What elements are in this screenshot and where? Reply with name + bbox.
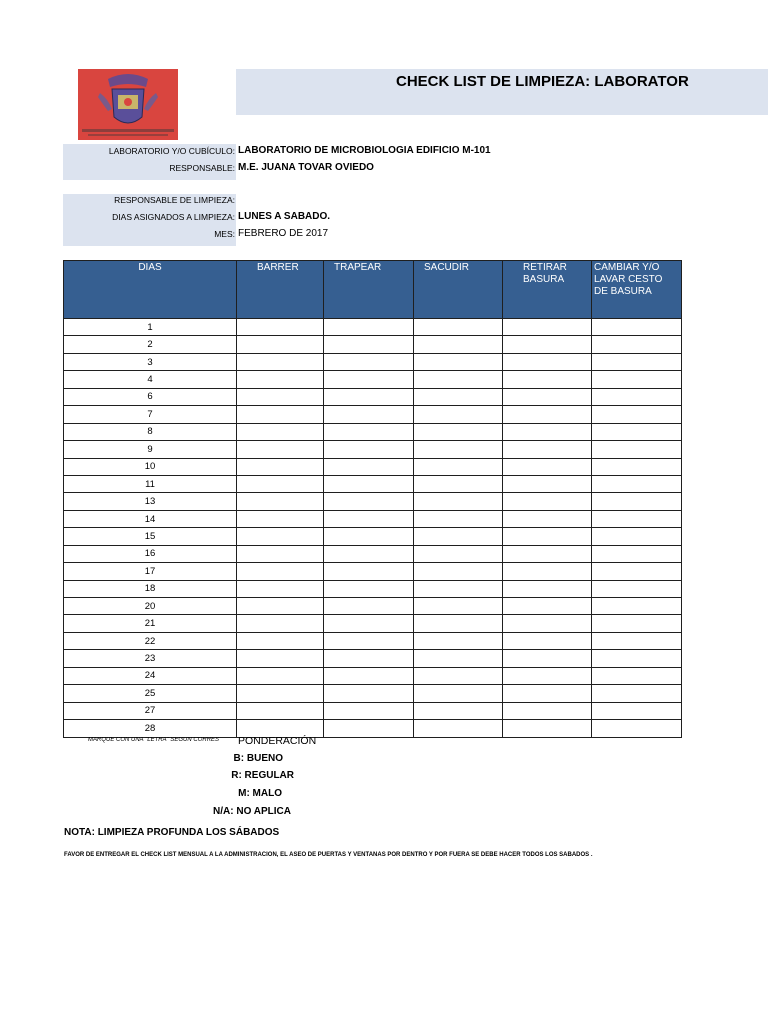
check-cell-cambiar-cesto[interactable]: [592, 615, 682, 632]
table-row: [64, 563, 682, 580]
check-cell-trapear[interactable]: [324, 493, 414, 510]
check-cell-retirar-basura[interactable]: [503, 406, 592, 423]
check-cell-retirar-basura[interactable]: [503, 319, 592, 336]
check-cell-trapear[interactable]: [324, 336, 414, 353]
check-cell-cambiar-cesto[interactable]: [592, 685, 682, 702]
check-cell-barrer[interactable]: [237, 371, 324, 388]
check-cell-trapear[interactable]: [324, 423, 414, 440]
col-header-trapear: TRAPEAR: [324, 261, 414, 319]
check-cell-trapear[interactable]: [324, 388, 414, 405]
table-row: [64, 510, 682, 527]
legend-instruction: MARQUE CON UNA "LETRA" SEGÚN CORRES: [88, 737, 220, 743]
check-cell-sacudir[interactable]: [414, 667, 503, 684]
table-row: [64, 702, 682, 719]
day-number-cell: 27: [64, 702, 237, 719]
col-header-cambiar-cesto: CAMBIAR Y/O LAVAR CESTO DE BASURA: [592, 261, 682, 319]
check-cell-trapear[interactable]: [324, 685, 414, 702]
check-cell-trapear[interactable]: [324, 371, 414, 388]
check-cell-sacudir[interactable]: [414, 650, 503, 667]
col-header-dias: DIAS: [64, 261, 237, 319]
check-cell-retirar-basura[interactable]: [503, 510, 592, 527]
mes-value: FEBRERO DE 2017: [238, 228, 329, 239]
check-cell-sacudir[interactable]: [414, 475, 503, 492]
check-cell-cambiar-cesto[interactable]: [592, 528, 682, 545]
check-cell-trapear[interactable]: [324, 353, 414, 370]
table-row: [64, 650, 682, 667]
check-cell-cambiar-cesto[interactable]: [592, 458, 682, 475]
check-cell-retirar-basura[interactable]: [503, 545, 592, 562]
check-cell-barrer[interactable]: [237, 545, 324, 562]
table-row: [64, 441, 682, 458]
check-cell-retirar-basura[interactable]: [503, 580, 592, 597]
check-cell-trapear[interactable]: [324, 441, 414, 458]
check-cell-trapear[interactable]: [324, 702, 414, 719]
check-cell-cambiar-cesto[interactable]: [592, 441, 682, 458]
table-row: [64, 615, 682, 632]
check-cell-sacudir[interactable]: [414, 493, 503, 510]
table-row: [64, 353, 682, 370]
table-row: [64, 336, 682, 353]
table-row: [64, 493, 682, 510]
table-row: [64, 545, 682, 562]
check-cell-trapear[interactable]: [324, 650, 414, 667]
check-cell-trapear[interactable]: [324, 667, 414, 684]
favor-entregar-note: FAVOR DE ENTREGAR EL CHECK LIST MENSUAL A LA ADMINISTRACION, EL ASEO DE PUERTAS Y VENTANAS POR DENTRO Y POR FUERA SE DEBE HACER TODOS LOS SABADOS .: [64, 852, 593, 858]
check-cell-barrer[interactable]: [237, 702, 324, 719]
check-cell-barrer[interactable]: [237, 510, 324, 527]
check-cell-retirar-basura[interactable]: [503, 598, 592, 615]
nota-limpieza: NOTA: LIMPIEZA PROFUNDA LOS SÁBADOS: [64, 827, 280, 838]
table-row: [64, 371, 682, 388]
check-cell-trapear[interactable]: [324, 580, 414, 597]
check-cell-barrer[interactable]: [237, 685, 324, 702]
legend-malo: M: MALO: [238, 788, 282, 799]
check-cell-barrer[interactable]: [237, 615, 324, 632]
day-number-cell: 7: [64, 406, 237, 423]
check-cell-sacudir[interactable]: [414, 423, 503, 440]
check-cell-barrer[interactable]: [237, 336, 324, 353]
check-cell-sacudir[interactable]: [414, 563, 503, 580]
check-cell-cambiar-cesto[interactable]: [592, 598, 682, 615]
check-cell-retirar-basura[interactable]: [503, 371, 592, 388]
check-cell-retirar-basura[interactable]: [503, 563, 592, 580]
check-cell-retirar-basura[interactable]: [503, 528, 592, 545]
check-cell-sacudir[interactable]: [414, 615, 503, 632]
check-cell-cambiar-cesto[interactable]: [592, 353, 682, 370]
check-cell-cambiar-cesto[interactable]: [592, 545, 682, 562]
day-number-cell: 4: [64, 371, 237, 388]
check-cell-barrer[interactable]: [237, 353, 324, 370]
check-cell-sacudir[interactable]: [414, 598, 503, 615]
day-number-cell: 20: [64, 598, 237, 615]
day-number-cell: 17: [64, 563, 237, 580]
check-cell-trapear[interactable]: [324, 545, 414, 562]
check-cell-retirar-basura[interactable]: [503, 423, 592, 440]
check-cell-barrer[interactable]: [237, 667, 324, 684]
check-cell-retirar-basura[interactable]: [503, 615, 592, 632]
check-cell-cambiar-cesto[interactable]: [592, 510, 682, 527]
table-row: [64, 319, 682, 336]
check-cell-cambiar-cesto[interactable]: [592, 388, 682, 405]
check-cell-trapear[interactable]: [324, 475, 414, 492]
col-header-sacudir: SACUDIR: [414, 261, 503, 319]
check-cell-barrer[interactable]: [237, 493, 324, 510]
university-logo: [78, 69, 178, 140]
check-cell-trapear[interactable]: [324, 563, 414, 580]
col-header-retirar-basura: RETIRAR BASURA: [503, 261, 592, 319]
check-cell-retirar-basura[interactable]: [503, 388, 592, 405]
table-row: [64, 423, 682, 440]
check-cell-barrer[interactable]: [237, 528, 324, 545]
title-bar: [236, 69, 768, 115]
table-row: [64, 528, 682, 545]
check-cell-sacudir[interactable]: [414, 336, 503, 353]
day-number-cell: 3: [64, 353, 237, 370]
day-number-cell: 25: [64, 685, 237, 702]
check-cell-cambiar-cesto[interactable]: [592, 632, 682, 649]
check-cell-sacudir[interactable]: [414, 720, 503, 737]
check-cell-retirar-basura[interactable]: [503, 720, 592, 737]
responsable-limpieza-label: RESPONSABLE DE LIMPIEZA:: [114, 195, 235, 205]
check-cell-barrer[interactable]: [237, 650, 324, 667]
day-number-cell: 14: [64, 510, 237, 527]
check-cell-sacudir[interactable]: [414, 545, 503, 562]
day-number-cell: 28: [64, 720, 237, 737]
day-number-cell: 21: [64, 615, 237, 632]
check-cell-cambiar-cesto[interactable]: [592, 336, 682, 353]
table-row: [64, 406, 682, 423]
check-cell-retirar-basura[interactable]: [503, 702, 592, 719]
check-cell-retirar-basura[interactable]: [503, 475, 592, 492]
dias-asignados-value: LUNES A SABADO.: [238, 211, 331, 222]
check-cell-barrer[interactable]: [237, 563, 324, 580]
check-cell-trapear[interactable]: [324, 406, 414, 423]
check-cell-cambiar-cesto[interactable]: [592, 493, 682, 510]
day-number-cell: 10: [64, 458, 237, 475]
check-cell-trapear[interactable]: [324, 319, 414, 336]
check-cell-barrer[interactable]: [237, 475, 324, 492]
check-cell-sacudir[interactable]: [414, 510, 503, 527]
responsable-value: M.E. JUANA TOVAR OVIEDO: [238, 162, 374, 173]
check-cell-sacudir[interactable]: [414, 371, 503, 388]
check-cell-retirar-basura[interactable]: [503, 458, 592, 475]
check-cell-cambiar-cesto[interactable]: [592, 406, 682, 423]
check-cell-cambiar-cesto[interactable]: [592, 423, 682, 440]
legend-no-aplica: N/A: NO APLICA: [213, 806, 291, 817]
check-cell-barrer[interactable]: [237, 598, 324, 615]
check-cell-retirar-basura[interactable]: [503, 685, 592, 702]
day-number-cell: 15: [64, 528, 237, 545]
day-number-cell: 2: [64, 336, 237, 353]
table-row: [64, 667, 682, 684]
check-cell-sacudir[interactable]: [414, 353, 503, 370]
day-number-cell: 23: [64, 650, 237, 667]
table-row: [64, 632, 682, 649]
check-cell-barrer[interactable]: [237, 406, 324, 423]
col-header-barrer: BARRER: [237, 261, 324, 319]
page-title: CHECK LIST DE LIMPIEZA: LABORATOR: [396, 73, 689, 90]
check-cell-cambiar-cesto[interactable]: [592, 720, 682, 737]
check-cell-cambiar-cesto[interactable]: [592, 702, 682, 719]
table-row: [64, 388, 682, 405]
check-cell-cambiar-cesto[interactable]: [592, 371, 682, 388]
check-cell-barrer[interactable]: [237, 441, 324, 458]
day-number-cell: 8: [64, 423, 237, 440]
table-row: [64, 580, 682, 597]
table-row: [64, 720, 682, 737]
check-cell-sacudir[interactable]: [414, 441, 503, 458]
check-cell-sacudir[interactable]: [414, 319, 503, 336]
check-cell-sacudir[interactable]: [414, 702, 503, 719]
lab-value: LABORATORIO DE MICROBIOLOGIA EDIFICIO M-101: [238, 145, 491, 156]
check-cell-trapear[interactable]: [324, 720, 414, 737]
university-crest-icon: [78, 69, 178, 140]
check-cell-cambiar-cesto[interactable]: [592, 563, 682, 580]
check-cell-cambiar-cesto[interactable]: [592, 667, 682, 684]
day-number-cell: 16: [64, 545, 237, 562]
check-cell-retirar-basura[interactable]: [503, 353, 592, 370]
check-cell-cambiar-cesto[interactable]: [592, 319, 682, 336]
check-cell-cambiar-cesto[interactable]: [592, 580, 682, 597]
day-number-cell: 24: [64, 667, 237, 684]
day-number-cell: 1: [64, 319, 237, 336]
check-cell-barrer[interactable]: [237, 388, 324, 405]
check-cell-sacudir[interactable]: [414, 458, 503, 475]
day-number-cell: 13: [64, 493, 237, 510]
check-cell-barrer[interactable]: [237, 632, 324, 649]
check-cell-retirar-basura[interactable]: [503, 493, 592, 510]
day-number-cell: 11: [64, 475, 237, 492]
check-cell-trapear[interactable]: [324, 632, 414, 649]
check-cell-trapear[interactable]: [324, 510, 414, 527]
lab-label: LABORATORIO Y/O CUBÍCULO:: [108, 146, 235, 156]
check-cell-barrer[interactable]: [237, 319, 324, 336]
day-number-cell: 6: [64, 388, 237, 405]
check-cell-retirar-basura[interactable]: [503, 650, 592, 667]
check-cell-sacudir[interactable]: [414, 388, 503, 405]
check-cell-retirar-basura[interactable]: [503, 667, 592, 684]
mes-label: MES:: [214, 229, 235, 239]
day-number-cell: 9: [64, 441, 237, 458]
check-cell-sacudir[interactable]: [414, 632, 503, 649]
legend-bueno: B: BUENO: [233, 753, 283, 764]
check-cell-retirar-basura[interactable]: [503, 441, 592, 458]
check-cell-trapear[interactable]: [324, 528, 414, 545]
dias-asignados-label: DIAS ASIGNADOS A LIMPIEZA:: [112, 212, 235, 222]
check-cell-sacudir[interactable]: [414, 406, 503, 423]
check-cell-cambiar-cesto[interactable]: [592, 475, 682, 492]
check-cell-trapear[interactable]: [324, 598, 414, 615]
check-cell-trapear[interactable]: [324, 458, 414, 475]
table-row: [64, 458, 682, 475]
checklist-table: [63, 260, 682, 738]
check-cell-retirar-basura[interactable]: [503, 632, 592, 649]
day-number-cell: 22: [64, 632, 237, 649]
check-cell-barrer[interactable]: [237, 423, 324, 440]
check-cell-sacudir[interactable]: [414, 528, 503, 545]
check-cell-retirar-basura[interactable]: [503, 336, 592, 353]
check-cell-cambiar-cesto[interactable]: [592, 650, 682, 667]
ponderacion-title: PONDERACIÓN: [238, 735, 317, 747]
legend-regular: R: REGULAR: [231, 770, 294, 781]
check-cell-barrer[interactable]: [237, 458, 324, 475]
table-row: [64, 685, 682, 702]
check-cell-barrer[interactable]: [237, 580, 324, 597]
table-row: [64, 475, 682, 492]
table-row: [64, 598, 682, 615]
check-cell-sacudir[interactable]: [414, 685, 503, 702]
responsable-label: RESPONSABLE:: [169, 163, 235, 173]
day-number-cell: 18: [64, 580, 237, 597]
check-cell-trapear[interactable]: [324, 615, 414, 632]
table-header-row: [64, 261, 682, 319]
check-cell-sacudir[interactable]: [414, 580, 503, 597]
